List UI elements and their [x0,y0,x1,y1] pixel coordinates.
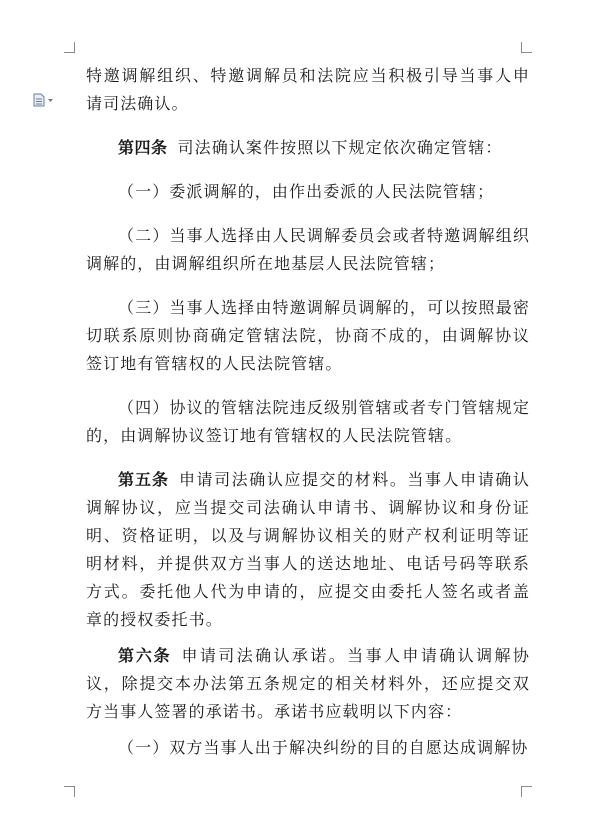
paragraph [86,294,530,378]
crop-mark-bottom-left [64,786,75,797]
article-heading: 第四条 [118,138,168,157]
paragraph-text: （一）委派调解的，由作出委派的人民法院管辖； [118,182,495,201]
article-heading: 第五条 [118,470,169,489]
paragraph [86,178,530,206]
paragraph-text: 申请司法确认应提交的材料。当事人申请确认调解协议，应当提交司法确认申请书、调解协议和身份证明、资格证明，以及与调解协议相关的财产权利证明等证明材料，并提供双方当事人的送达地址、电话号码等联系方式。委托他人代为申请的，应提交由委托人签名或者盖章的授权委托书。 [86,470,530,629]
paragraph [86,466,530,634]
paragraph-text: （三）当事人选择由特邀调解员调解的，可以按照最密切联系原则协商确定管辖法院，协商不成的，由调解协议签订地有管辖权的人民法院管辖。 [86,298,530,373]
article-heading: 第六条 [118,646,172,665]
paragraph [86,642,530,726]
crop-mark-bottom-right [521,786,532,797]
paragraph [86,62,530,118]
paragraph-text: 司法确认案件按照以下规定依次确定管辖： [177,138,503,157]
paragraph-text: （一）双方当事人出于解决纠纷的目的自愿达成调解协 [118,738,529,757]
document-body [86,62,530,778]
paragraph [86,134,530,162]
crop-mark-top-left [64,42,75,53]
paragraph [86,222,530,278]
paragraph [86,734,530,762]
paragraph-text: 特邀调解组织、特邀调解员和法院应当积极引导当事人申请司法确认。 [86,66,530,113]
document-options-icon[interactable] [33,92,55,106]
paragraph-text: （二）当事人选择由人民调解委员会或者特邀调解组织调解的，由调解组织所在地基层人民法院管辖； [86,226,530,273]
paragraph [86,394,530,450]
crop-mark-top-right [521,42,532,53]
paragraph-text: 申请司法确认承诺。当事人申请确认调解协议，除提交本办法第五条规定的相关材料外，还应提交双方当事人签署的承诺书。承诺书应载明以下内容： [86,646,530,721]
paragraph-text: （四）协议的管辖法院违反级别管辖或者专门管辖规定的，由调解协议签订地有管辖权的人民法院管辖。 [86,398,530,445]
